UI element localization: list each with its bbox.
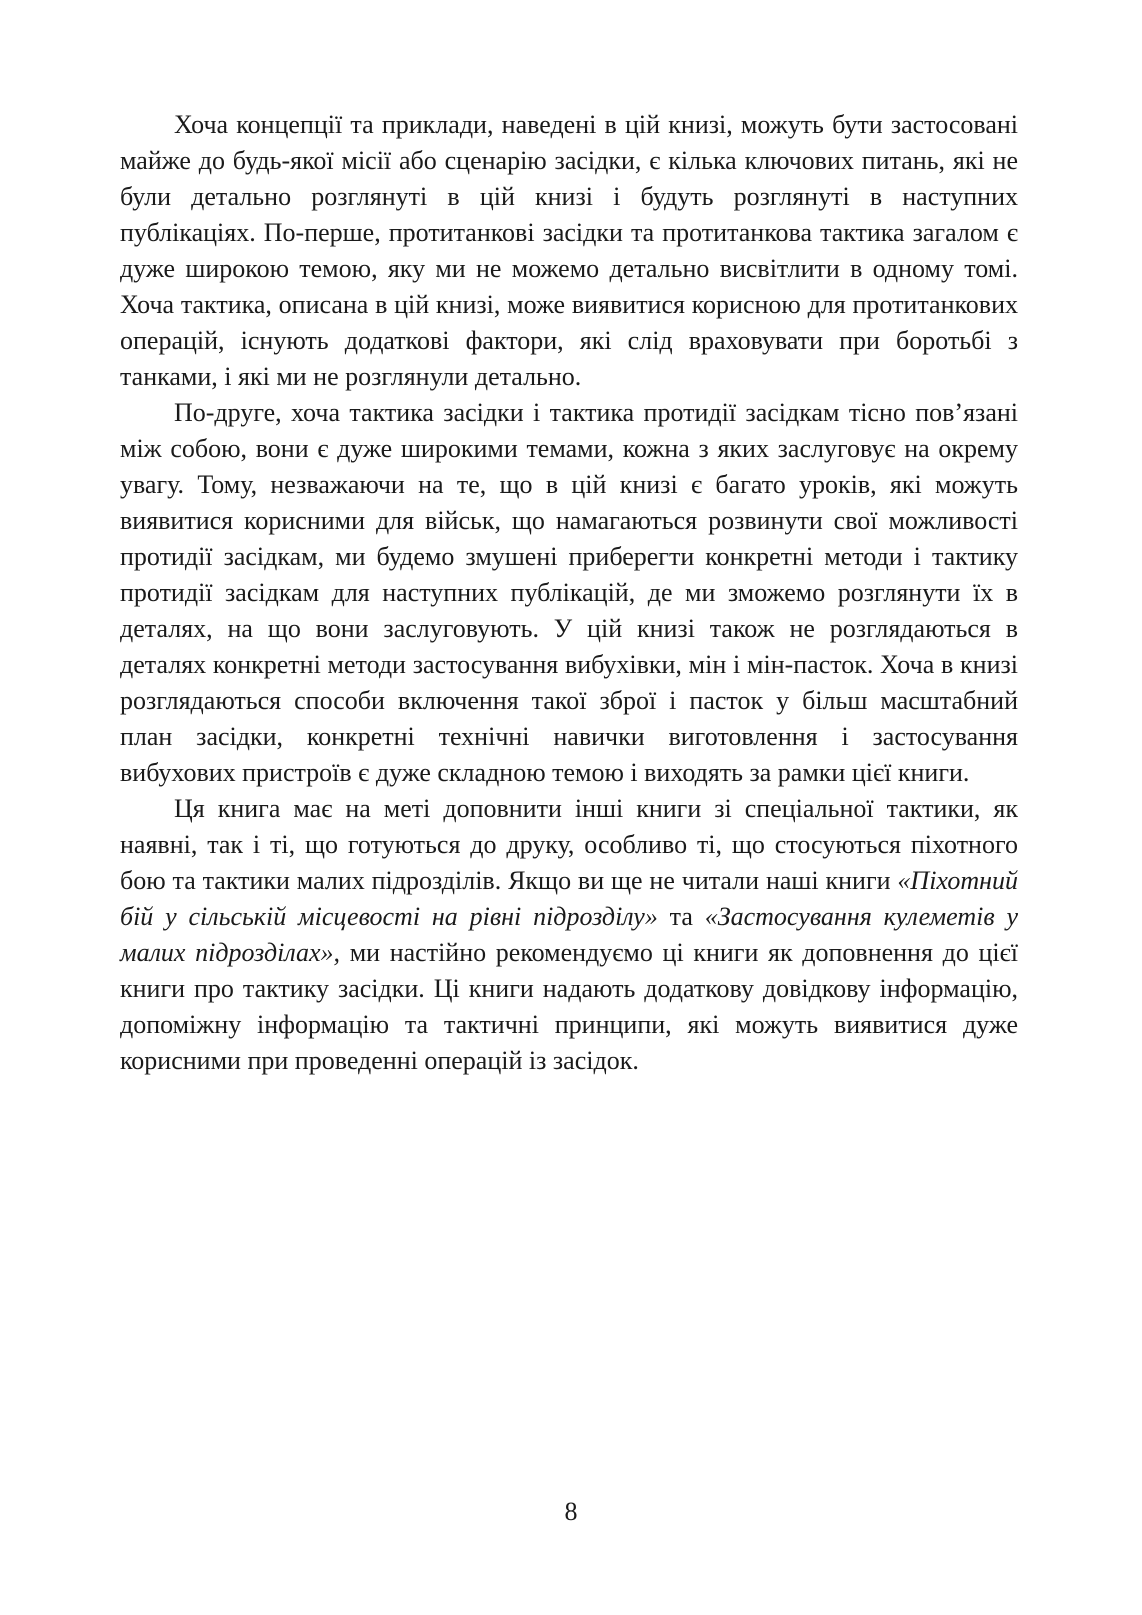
body-text <box>120 107 1018 1079</box>
book-title-infantry-combat: «Піхотний бій у сільській місцевості на рівні підрозділу» <box>120 866 1018 931</box>
paragraph-1 <box>120 107 1018 395</box>
paragraph-text: Ця книга має на меті доповнити інші книги зі спеціальної тактики, як наявні, так і ті, що готуються до друку, особливо ті, що стосуються піхотного бою та тактики малих підрозділів. Якщо ви ще не читали наші книги <box>120 794 1018 895</box>
paragraph-text: ми настійно рекомендуємо ці книги як доповнення до цієї книги про тактику засідки. Ці книги надають додаткову довідкову інформацію, допоміжну інформацію та тактичні принципи, які можуть виявитися дуже корисними при проведенні операцій із засідок. <box>120 938 1018 1075</box>
paragraph-2 <box>120 395 1018 791</box>
paragraph-3 <box>120 791 1018 1079</box>
book-title-machine-guns: «Застосування кулеметів у малих підрозділах», <box>120 902 1018 967</box>
paragraph-text: Хоча концепції та приклади, наведені в цій книзі, можуть бути застосовані майже до будь-якої місії або сценарію засідки, є кілька ключових питань, які не були детально розглянуті в цій книзі і будуть розглянуті в наступних публікаціях. По-перше, протитанкові засідки та протитанкова тактика загалом є дуже широкою темою, яку ми не можемо детально висвітлити в одному томі. Хоча тактика, описана в цій книзі, може виявитися корисною для протитанкових операцій, існують додаткові фактори, які слід враховувати при боротьбі з танками, і які ми не розглянули детально. <box>120 110 1018 391</box>
paragraph-text: та <box>657 902 705 931</box>
page-number: 8 <box>564 1497 578 1526</box>
paragraph-text: По-друге, хоча тактика засідки і тактика протидії засідкам тісно пов’язані між собою, вони є дуже широкими темами, кожна з яких заслуговує на окрему увагу. Тому, незважаючи на те, що в цій книзі є багато уроків, які можуть виявитися корисними для військ, що намагаються розвинути свої можливості протидії засідкам, ми будемо змушені приберегти конкретні методи і тактику протидії засідкам для наступних публікацій, де ми зможемо розглянути їх в деталях, на що вони заслуговують. У цій книзі також не розглядаються в деталях конкретні методи застосування вибухівки, мін і мін-пасток. Хоча в книзі розглядаються способи включення такої зброї і пасток у більш масштабний план засідки, конкретні технічні навички виготовлення і застосування вибухових пристроїв є дуже складною темою і виходять за рамки цієї книги. <box>120 398 1018 787</box>
